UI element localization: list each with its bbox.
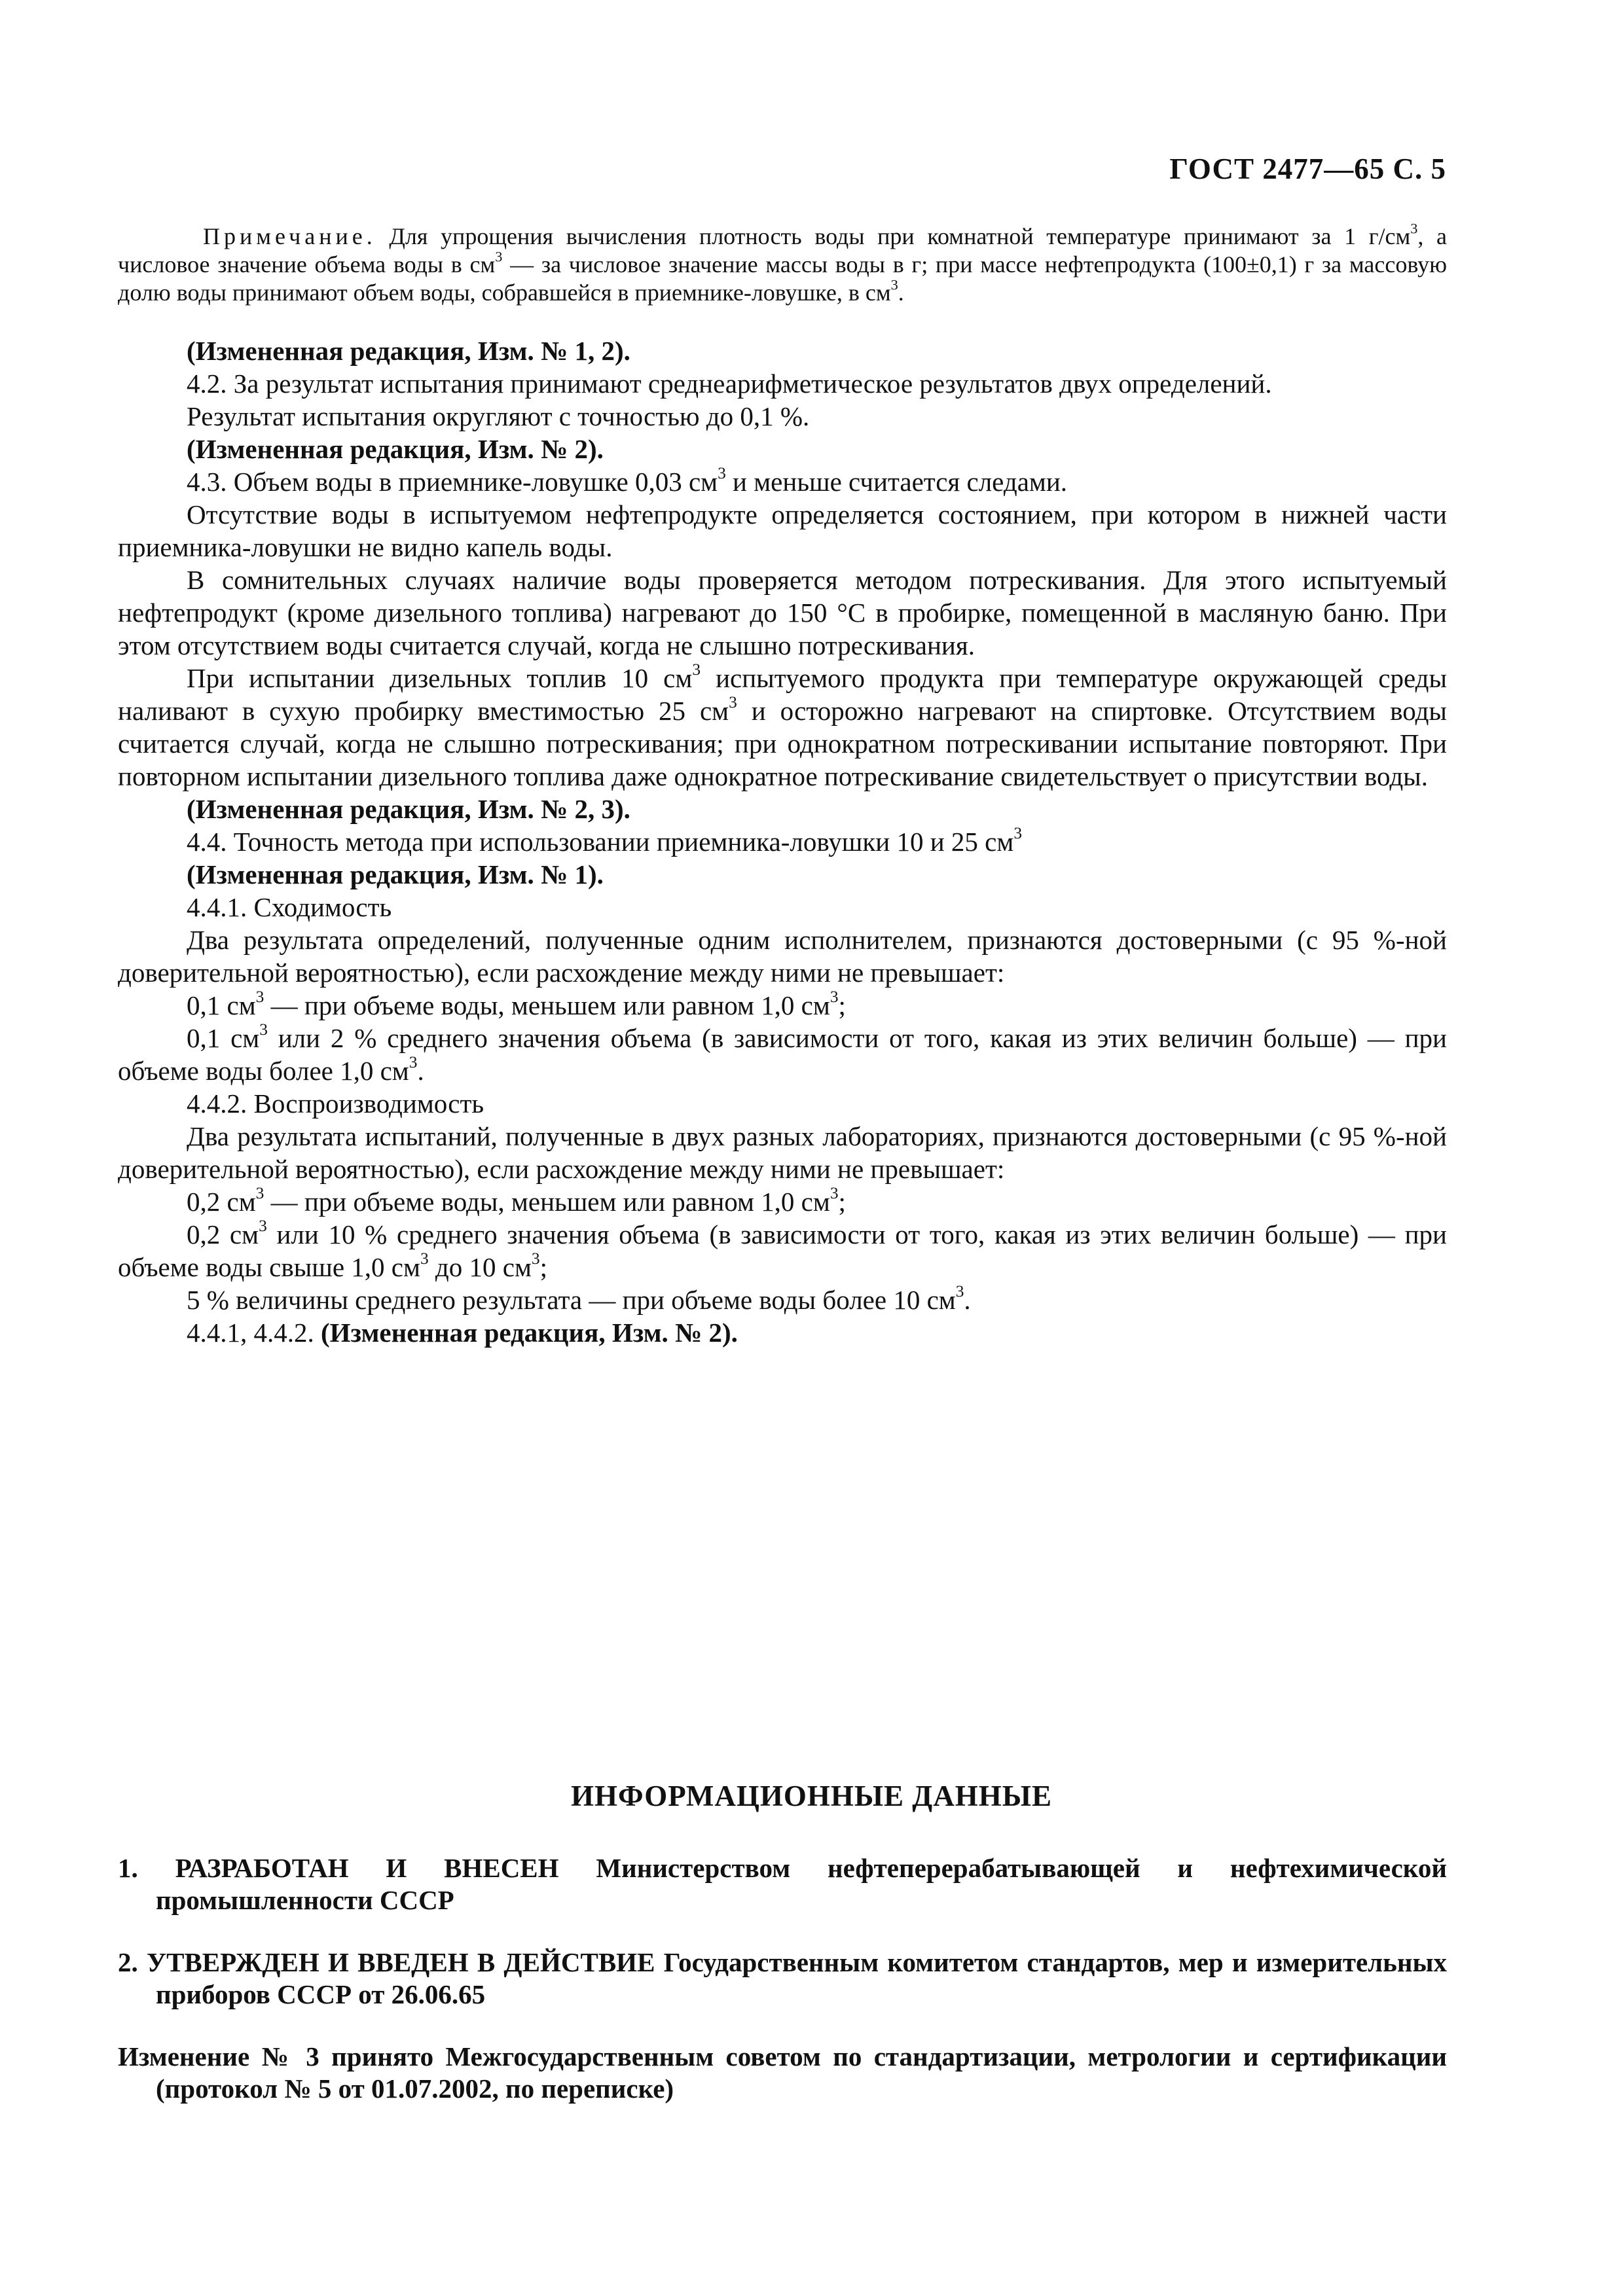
edit-note: (Измененная редакция, Изм. № 2).	[187, 434, 604, 464]
section-4-2-rounding: Результат испытания округляют с точностью до 0,1 %.	[187, 401, 810, 431]
section-4-4-1-heading: 4.4.1. Сходимость	[187, 892, 392, 922]
section-4-4-2-limit-3: 5 % величины среднего результата — при объеме воды более 10 $см^3$.	[187, 1282, 971, 1315]
paragraph-diesel: При испытании дизельных топлив 10 $см^3$ испытуемого продукта при температуре окружающей среды наливают в сухую пробирку вместимостью 25 $см^3$ и осторожно нагревают на спиртовке. Отсутствием воды считается случай, когда не слышно потрескивания; при однократном потрескивании испытание повторяют. При повторном испытании дизельного топлива даже однократное потрескивание свидетельствует о присутствии воды.	[118, 660, 1448, 791]
section-4-4-1-limit-2: 0,1 $см^3$ или 2 % среднего значения объема (в зависимости от того, какая из этих величин больше) — при объеме воды более 1,0 $см^3$.	[118, 1020, 1447, 1086]
note-label: Примечание.	[203, 223, 376, 249]
section-4-4-1-text: Два результата определений, полученные одним исполнителем, признаются достоверными (с 95 %-ной доверительной вероятностью), если расхождение между ними не превышает:	[118, 925, 1447, 988]
edit-note: (Измененная редакция, Изм. № 1).	[187, 859, 604, 889]
note-paragraph: Примечание. Для упрощения вычисления плотность воды при комнатной температуре принимают за 1 $г/см^3$, а числовое значение объема воды в $см^3$ — за числовое значение массы воды в г; при массе нефтепродукта (100±0,1) г за массовую долю воды принимают объем воды, собравшейся в приемнике-ловушке, в $см^3$.	[118, 220, 1447, 306]
section-4-4-2-limit-2: 0,2 $см^3$ или 10 % среднего значения объема (в зависимости от того, какая из этих величин больше) — при объеме воды свыше 1,0 $см^3$ до 10 $см^3$;	[118, 1216, 1447, 1282]
edit-note: (Измененная редакция, Изм. № 2, 3).	[187, 794, 630, 824]
info-section	[118, 1852, 1447, 2105]
info-section-title: ИНФОРМАЦИОННЫЕ ДАННЫЕ	[571, 1780, 1052, 1812]
info-item-developed: 1. РАЗРАБОТАН И ВНЕСЕН Министерством нефтеперерабатывающей и нефтехимической промышленности СССР	[118, 1853, 1447, 1915]
page-header: ГОСТ 2477—65 С. 5	[1169, 152, 1446, 185]
section-4-4-2-text: Два результата испытаний, полученные в двух разных лабораториях, признаются достоверными (с 95 %-ной доверительной вероятностью), если расхождение между ними не превышает:	[118, 1121, 1447, 1184]
section-4-2: 4.2. За результат испытания принимают среднеарифметическое результатов двух определений.	[187, 368, 1272, 399]
section-4-4-2-limit-1: 0,2 $см^3$ — при объеме воды, меньшем или равном 1,0 $см^3$;	[187, 1183, 846, 1217]
section-4-3: 4.3. Объем воды в приемнике-ловушке 0,03 $см^3$ и меньше считается следами.	[187, 463, 1068, 497]
section-4-4-2-heading: 4.4.2. Воспроизводимость	[187, 1088, 484, 1119]
edit-note-final: 4.4.1, 4.4.2. (Измененная редакция, Изм. № 2).	[187, 1318, 738, 1348]
document-body	[118, 220, 1448, 1349]
paragraph-absence: Отсутствие воды в испытуемом нефтепродукте определяется состоянием, при котором в нижней части приемника-ловушки не видно капель воды.	[118, 499, 1447, 562]
info-item-approved: 2. УТВЕРЖДЕН И ВВЕДЕН В ДЕЙСТВИЕ Государственным комитетом стандартов, мер и измерительных приборов СССР от 26.06.65	[118, 1947, 1447, 2009]
section-4-4: 4.4. Точность метода при использовании приемника-ловушки 10 и 25 $см^3$	[187, 823, 1023, 857]
edit-note: (Измененная редакция, Изм. № 1, 2).	[187, 336, 630, 366]
info-item-change-3: Изменение № 3 принято Межгосударственным советом по стандартизации, метрологии и сертификации (протокол № 5 от 01.07.2002, по переписке)	[118, 2041, 1447, 2104]
section-4-4-1-limit-1: 0,1 $см^3$ — при объеме воды, меньшем или равном 1,0 $см^3$;	[187, 987, 846, 1020]
paragraph-doubtful-cases: В сомнительных случаях наличие воды проверяется методом потрескивания. Для этого испытуемый нефтепродукт (кроме дизельного топлива) нагревают до 150 °С в пробирке, помещенной в масляную баню. При этом отсутствием воды считается случай, когда не слышно потрескивания.	[118, 565, 1447, 660]
